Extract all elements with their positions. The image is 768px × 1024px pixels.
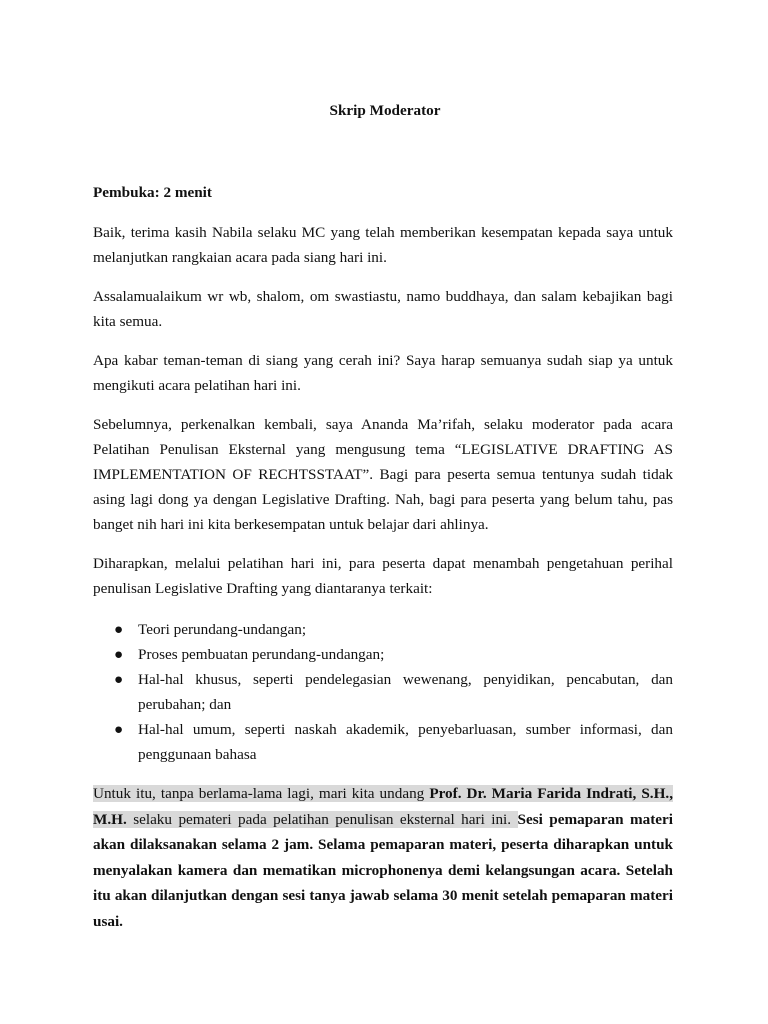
document-body xyxy=(93,180,673,934)
closing-role-text: selaku pemateri pada pelatihan penulisan eksternal hari ini. xyxy=(126,810,518,828)
paragraph-how-are-you: Apa kabar teman-teman di siang yang cerah ini? Saya harap semuanya sudah siap ya untuk mengikuti acara pelatihan hari ini. xyxy=(93,352,673,394)
closing-intro-text: Untuk itu, tanpa berlama-lama lagi, mari kita undang xyxy=(93,785,430,802)
paragraph-thanks: Baik, terima kasih Nabila selaku MC yang telah memberikan kesempatan kepada saya untuk melanjutkan rangkaian acara pada siang hari ini. xyxy=(93,224,673,266)
section-heading: Pembuka: 2 menit xyxy=(93,184,212,201)
bullet-icon: ● xyxy=(114,621,124,638)
topic-list xyxy=(93,617,673,767)
bullet-icon: ● xyxy=(114,671,124,688)
paragraph-introduction: Sebelumnya, perkenalkan kembali, saya Ananda Ma’rifah, selaku moderator pada acara Pelatihan Penulisan Eksternal yang mengusung tema “LEGISLATIVE DRAFTING AS IMPLEMENTATION OF RECHTSSTAAT”. Bagi para peserta semua tentunya sudah tidak asing lagi dong ya dengan Legislative Drafting. Nah, bagi para peserta yang belum tahu, pas banget nih hari ini kita berkesempatan untuk belajar dari ahlinya. xyxy=(93,416,673,533)
document-title: Skrip Moderator xyxy=(329,102,441,119)
list-item-text: Proses pembuatan perundang-undangan; xyxy=(138,646,385,663)
bullet-icon: ● xyxy=(114,646,124,663)
bullet-icon: ● xyxy=(114,721,124,738)
paragraph-expectations: Diharapkan, melalui pelatihan hari ini, para peserta dapat menambah pengetahuan perihal penulisan Legislative Drafting yang diantaranya terkait: xyxy=(93,555,673,597)
list-item xyxy=(93,642,673,667)
speaker-name: Prof. Dr. Maria Farida Indrati, S.H., M.H. xyxy=(93,785,673,828)
list-item xyxy=(93,717,673,767)
list-item xyxy=(93,617,673,642)
paragraph-greeting: Assalamualaikum wr wb, shalom, om swastiastu, namo buddhaya, dan salam kebajikan bagi kita semua. xyxy=(93,288,673,330)
list-item-text: Hal-hal khusus, seperti pendelegasian wewenang, penyidikan, pencabutan, dan perubahan; dan xyxy=(138,671,673,713)
list-item xyxy=(93,667,673,717)
paragraph-closing xyxy=(93,781,673,934)
session-details-text: Sesi pemaparan materi akan dilaksanakan selama 2 jam. Selama pemaparan materi, peserta diharapkan untuk menyalakan kamera dan mematikan microphonenya demi kelangsungan acara. Setelah itu akan dilanjutkan dengan sesi tanya jawab selama 30 menit setelah pemaparan materi usai. xyxy=(93,810,673,930)
list-item-text: Hal-hal umum, seperti naskah akademik, penyebarluasan, sumber informasi, dan penggunaan bahasa xyxy=(138,721,673,763)
list-item-text: Teori perundang-undangan; xyxy=(138,621,307,638)
